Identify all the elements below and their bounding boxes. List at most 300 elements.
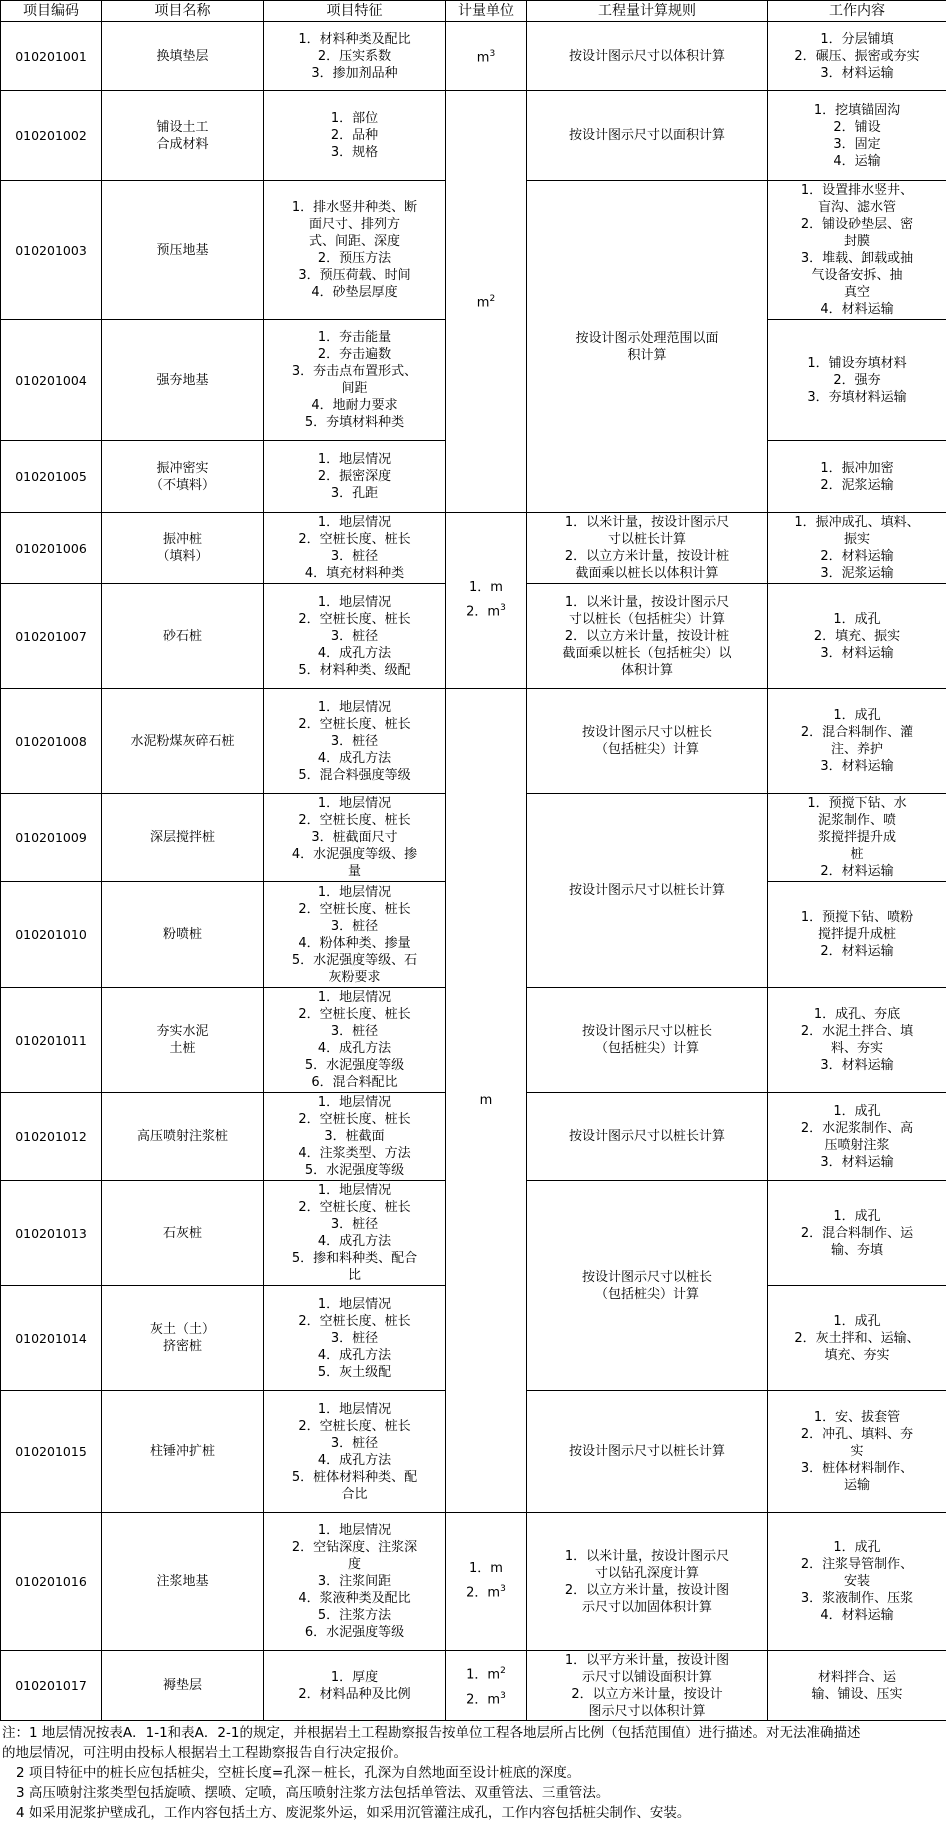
- cell-line: 示尺寸以铺设面积计算: [581, 1669, 712, 1685]
- cell-line: 6．混合料配比: [311, 1075, 398, 1090]
- cell-line: 按设计图示尺寸以桩长: [581, 1269, 712, 1285]
- cell-line: 积计算: [627, 347, 667, 363]
- item-name: [102, 1513, 264, 1651]
- cell-line: 2．压实系数: [317, 48, 392, 64]
- cell-line: 3．材料运输: [820, 1058, 894, 1073]
- item-name: [102, 1651, 264, 1721]
- cell-line: （包括桩尖）计算: [594, 742, 699, 757]
- cell-line: 3．桩径: [330, 1217, 379, 1232]
- cell-line: 高压喷射注浆桩: [136, 1129, 228, 1144]
- note-line: 注：1 地层情况按表A．1-1和表A．2-1的规定，并根据岩土工程勘察报告按单位工程各地层所占比例（包括范围值）进行描述。对无法准确描述: [2, 1725, 861, 1741]
- cell-line: 浆搅拌提升成: [817, 830, 896, 845]
- cell-line: 2．空桩长度、桩长: [298, 1200, 411, 1215]
- item-features: [264, 794, 446, 882]
- cell-line: 3．材料运输: [820, 645, 894, 661]
- header-unit: 计量单位: [446, 1, 527, 22]
- note-line: 的地层情况，可注明由投标人根据岩土工程勘察报告自行决定报价。: [2, 1745, 407, 1761]
- item-code: 010201016: [1, 1513, 102, 1651]
- cell-line: 桩: [850, 847, 864, 862]
- cell-line: （填料）: [156, 549, 209, 564]
- cell-line: 1．以平方米计量，按设计图: [564, 1652, 730, 1668]
- cell-line: 按设计图示尺寸以桩长: [581, 725, 712, 740]
- note-line: 4 如采用泥浆护壁成孔，工作内容包括土方、废泥浆外运，如采用沉管灌注成孔，工作内容包括桩尖制作、安装。: [16, 1805, 691, 1821]
- cell-line: 寸以钻孔深度计算: [594, 1565, 699, 1581]
- work-content: [768, 584, 946, 689]
- cell-line: 1．成孔: [833, 1103, 881, 1119]
- cell-line: 2．水泥浆制作、高: [800, 1120, 914, 1136]
- calc-rule: [527, 1181, 768, 1391]
- cell-line: 4．粉体种类、掺量: [298, 935, 411, 951]
- cell-line: 3．桩截面: [324, 1129, 385, 1144]
- cell-line: 2．以立方米计量，按设计桩: [564, 549, 730, 564]
- cell-line: 4．成孔方法: [317, 1347, 392, 1363]
- cell-line: 3．桩径: [330, 733, 379, 749]
- cell-line: （包括桩尖）计算: [594, 1041, 699, 1056]
- item-code: 010201008: [1, 689, 102, 794]
- cell-line: 1．振冲加密: [820, 460, 894, 476]
- cell-line: 3．规格: [330, 145, 379, 160]
- item-features: [264, 1391, 446, 1513]
- item-features: [264, 91, 446, 181]
- cell-line: 3．夯击点布置形式、: [291, 364, 418, 379]
- cell-line: 2．铺设: [833, 119, 881, 135]
- unit-line: 2．$m^3$: [466, 603, 506, 620]
- item-code: 010201006: [1, 513, 102, 584]
- cell-line: 5．桩体材料种类、配: [291, 1469, 418, 1485]
- unit-line: 1．m: [469, 1561, 503, 1577]
- cell-line: 1．分层铺填: [820, 31, 894, 47]
- cell-line: 水泥粉煤灰碎石桩: [130, 733, 235, 749]
- cell-line: 1．成孔: [833, 1540, 881, 1555]
- cell-line: 2．泥浆运输: [820, 477, 894, 493]
- item-features: [264, 513, 446, 584]
- cell-line: 1．挖填锚固沟: [813, 102, 901, 118]
- item-features: [264, 584, 446, 689]
- header-row: [1, 1, 946, 22]
- cell-line: 1．铺设夯填材料: [807, 355, 907, 371]
- cell-line: 按设计图示尺寸以桩长计算: [568, 1129, 725, 1144]
- item-features: [264, 441, 446, 513]
- item-name: [102, 1093, 264, 1181]
- cell-line: 2．夯击遍数: [317, 347, 392, 362]
- cell-line: 按设计图示尺寸以面积计算: [568, 128, 725, 143]
- item-code: 010201009: [1, 794, 102, 882]
- cell-line: 灰粉要求: [328, 969, 381, 985]
- cell-line: 2．碾压、振密或夯实: [794, 48, 920, 64]
- cell-line: 2．空桩长度、桩长: [298, 532, 411, 547]
- cell-line: 面尺寸、排列方: [308, 217, 400, 232]
- item-code: 010201004: [1, 320, 102, 441]
- item-code: 010201003: [1, 181, 102, 320]
- cell-line: 挤密桩: [162, 1339, 202, 1354]
- cell-line: 寸以桩长（包括桩尖）计算: [568, 611, 725, 627]
- cell-line: 2．注浆导管制作、: [800, 1557, 914, 1572]
- item-code: 010201013: [1, 1181, 102, 1286]
- cell-line: 3．预压荷载、时间: [298, 268, 411, 283]
- cell-line: 3．孔距: [330, 486, 379, 501]
- cell-line: 比: [347, 1268, 361, 1283]
- work-content: [768, 1651, 946, 1721]
- item-code: 010201002: [1, 91, 102, 181]
- item-code: 010201015: [1, 1391, 102, 1513]
- unit-line: 1．$m^2$: [466, 1666, 506, 1683]
- unit-cell: [446, 91, 527, 513]
- cell-line: 截面乘以桩长以体积计算: [575, 566, 719, 581]
- item-name: [102, 22, 264, 91]
- cell-line: 2．以立方米计量，按设计: [571, 1686, 723, 1702]
- cell-line: 石灰桩: [162, 1225, 202, 1241]
- unit-cell: [446, 689, 527, 1513]
- cell-line: 3．桩径: [330, 549, 379, 564]
- header-rule: 工程量计算规则: [527, 1, 768, 22]
- table-row: [1, 513, 946, 584]
- cell-line: 按设计图示尺寸以桩长: [581, 1024, 712, 1039]
- item-code: 010201017: [1, 1651, 102, 1721]
- cell-line: 截面乘以桩长（包括桩尖）以: [562, 645, 732, 661]
- cell-line: 1．以米计量，按设计图示尺: [564, 1548, 730, 1564]
- cell-line: 1．安、拔套管: [813, 1410, 901, 1425]
- cell-line: 1．地层情况: [317, 990, 392, 1005]
- item-code: 010201007: [1, 584, 102, 689]
- cell-line: 3．夯填材料运输: [807, 389, 907, 405]
- cell-line: 3．桩径: [330, 1435, 379, 1451]
- cell-line: （包括桩尖）计算: [594, 1286, 699, 1302]
- cell-line: 2．空桩长度、桩长: [298, 1313, 411, 1329]
- cell-line: 预压地基: [156, 242, 209, 258]
- item-name: [102, 794, 264, 882]
- work-content: [768, 794, 946, 882]
- cell-line: 2．材料运输: [820, 549, 894, 564]
- cell-line: 2．空桩长度、桩长: [298, 901, 411, 917]
- cell-line: 封膜: [843, 234, 870, 249]
- cell-line: 2．水泥土拌合、填: [800, 1024, 914, 1039]
- cell-line: 按设计图示尺寸以体积计算: [568, 48, 725, 64]
- cell-line: 填充、夯实: [824, 1347, 890, 1363]
- cell-line: 振实: [843, 532, 870, 547]
- cell-line: 合成材料: [156, 136, 209, 152]
- item-features: [264, 988, 446, 1093]
- note-line: 2 项目特征中的桩长应包括桩尖，空桩长度=孔深－桩长，孔深为自然地面至设计桩底的深度。: [16, 1765, 581, 1781]
- work-content: [768, 320, 946, 441]
- cell-line: 5．注浆方法: [317, 1608, 392, 1623]
- cell-line: 1．地层情况: [317, 796, 392, 811]
- item-code: 010201012: [1, 1093, 102, 1181]
- cell-line: 4．成孔方法: [317, 750, 392, 766]
- work-content: [768, 689, 946, 794]
- cell-line: 夯实水泥: [156, 1024, 209, 1039]
- item-name: [102, 1391, 264, 1513]
- item-name: [102, 988, 264, 1093]
- calc-rule: [527, 584, 768, 689]
- item-features: [264, 1513, 446, 1651]
- cell-line: 土桩: [169, 1041, 196, 1056]
- cell-line: 4．运输: [833, 153, 881, 169]
- unit-cell: [446, 1513, 527, 1651]
- cell-line: 1．排水竖井种类、断: [291, 200, 418, 215]
- cell-line: 粉喷桩: [162, 927, 202, 942]
- cell-line: 3．材料运输: [820, 1154, 894, 1170]
- cell-line: 2．灰土拌和、运输、: [794, 1330, 920, 1346]
- item-name: [102, 181, 264, 320]
- cell-line: 2．材料品种及比例: [298, 1686, 411, 1702]
- cell-line: 5．水泥强度等级、石: [291, 952, 418, 968]
- cell-line: 3．桩径: [330, 628, 379, 644]
- item-name: [102, 320, 264, 441]
- unit-line: $m^2$: [476, 294, 496, 311]
- header-name: 项目名称: [102, 1, 264, 22]
- calc-rule: [527, 1513, 768, 1651]
- table-row: [1, 1513, 946, 1651]
- cell-line: 2．填充、振实: [813, 628, 901, 644]
- calc-rule: [527, 1651, 768, 1721]
- cell-line: 按设计图示处理范围以面: [575, 330, 719, 346]
- work-content: [768, 1513, 946, 1651]
- item-code: 010201010: [1, 882, 102, 988]
- work-content: [768, 441, 946, 513]
- item-name: [102, 513, 264, 584]
- cell-line: 注、养护: [830, 742, 883, 757]
- cell-line: 1．材料种类及配比: [298, 31, 411, 47]
- cell-line: 5．掺和料种类、配合: [291, 1251, 418, 1266]
- work-content: [768, 1286, 946, 1391]
- cell-line: 4．成孔方法: [317, 1234, 392, 1249]
- work-content: [768, 22, 946, 91]
- cell-line: 3．固定: [833, 136, 881, 152]
- cell-line: 1．夯击能量: [317, 330, 392, 345]
- cell-line: 2．振密深度: [317, 469, 392, 484]
- work-content: [768, 181, 946, 320]
- item-features: [264, 689, 446, 794]
- cell-line: 2．以立方米计量，按设计桩: [564, 628, 730, 644]
- cell-line: 示尺寸以加固体积计算: [581, 1599, 712, 1615]
- cell-line: 1．厚度: [330, 1669, 379, 1685]
- cell-line: 1．地层情况: [317, 1401, 392, 1417]
- unit-line: 2．$m^3$: [466, 1584, 506, 1601]
- item-code: 010201005: [1, 441, 102, 513]
- cell-line: 4．成孔方法: [317, 645, 392, 661]
- cell-line: 3．堆载、卸载或抽: [800, 251, 914, 266]
- calc-rule: [527, 181, 768, 513]
- cell-line: 1．地层情况: [317, 515, 392, 530]
- cell-line: 1．地层情况: [317, 1095, 392, 1110]
- item-features: [264, 1286, 446, 1391]
- cell-line: 1．预搅下钻、水: [807, 796, 907, 811]
- calc-rule: [527, 988, 768, 1093]
- cell-line: （不填料）: [149, 477, 215, 493]
- cell-line: 1．预搅下钻、喷粉: [800, 910, 914, 925]
- cell-line: 砂石桩: [162, 628, 202, 644]
- cell-line: 3．材料运输: [820, 759, 894, 774]
- cell-line: 振冲密实: [156, 460, 209, 476]
- cell-line: 2．空桩长度、桩长: [298, 611, 411, 627]
- item-code: 010201001: [1, 22, 102, 91]
- cell-line: 3．桩体材料制作、: [800, 1461, 914, 1476]
- table-notes: [0, 1721, 946, 1823]
- cell-line: 材料拌合、运: [817, 1669, 896, 1685]
- cell-line: 真空: [843, 285, 870, 300]
- unit-line: m: [479, 1092, 493, 1108]
- cell-line: 振冲桩: [162, 532, 202, 547]
- unit-cell: [446, 513, 527, 689]
- work-content: [768, 1093, 946, 1181]
- cell-line: 1．以米计量，按设计图示尺: [564, 515, 730, 530]
- cell-line: 1．成孔: [833, 1208, 881, 1224]
- item-code: 010201014: [1, 1286, 102, 1391]
- work-content: [768, 988, 946, 1093]
- cell-line: 2．空钻深度、注浆深: [291, 1540, 418, 1555]
- cell-line: 1．以米计量，按设计图示尺: [564, 594, 730, 610]
- cell-line: 2．空桩长度、桩长: [298, 813, 411, 828]
- cell-line: 式、间距、深度: [308, 234, 400, 249]
- table-row: [1, 1651, 946, 1721]
- calc-rule: [527, 1093, 768, 1181]
- cell-line: 压喷射注浆: [824, 1137, 890, 1153]
- cell-line: 合比: [341, 1486, 368, 1502]
- cell-line: 3．桩截面尺寸: [311, 830, 398, 845]
- cell-line: 注浆地基: [156, 1574, 209, 1589]
- cell-line: 4．注浆类型、方法: [298, 1146, 411, 1161]
- cell-line: 2．混合料制作、灌: [800, 725, 914, 740]
- cell-line: 度: [347, 1557, 361, 1572]
- cell-line: 柱锤冲扩桩: [149, 1444, 215, 1459]
- cell-line: 1．地层情况: [317, 699, 392, 715]
- table-row: [1, 689, 946, 794]
- item-name: [102, 1286, 264, 1391]
- cell-line: 1．部位: [330, 111, 379, 126]
- cell-line: 4．浆液种类及配比: [298, 1591, 411, 1606]
- unit-cell: [446, 22, 527, 91]
- cell-line: 2．空桩长度、桩长: [298, 1007, 411, 1022]
- cell-line: 3．桩径: [330, 918, 379, 934]
- cell-line: 2．空桩长度、桩长: [298, 1112, 411, 1127]
- cell-line: 灰土（土）: [149, 1322, 215, 1337]
- item-features: [264, 1093, 446, 1181]
- cell-line: 2．强夯: [833, 372, 881, 388]
- unit-cell: [446, 1651, 527, 1721]
- item-name: [102, 91, 264, 181]
- cell-line: 2．铺设砂垫层、密: [800, 217, 914, 232]
- calc-rule: [527, 1391, 768, 1513]
- cell-line: 1．地层情况: [317, 1183, 392, 1198]
- item-code: 010201011: [1, 988, 102, 1093]
- cell-line: 1．成孔: [833, 611, 881, 627]
- item-name: [102, 584, 264, 689]
- work-content: [768, 1391, 946, 1513]
- unit-line: 2．$m^3$: [466, 1690, 506, 1707]
- cell-line: 1．成孔: [833, 708, 881, 723]
- cell-line: 2．混合料制作、运: [800, 1225, 914, 1241]
- unit-line: 1．m: [469, 580, 503, 596]
- cell-line: 3．掺加剂品种: [311, 65, 398, 81]
- cell-line: 6．水泥强度等级: [304, 1625, 405, 1640]
- work-content: [768, 1181, 946, 1286]
- item-features: [264, 22, 446, 91]
- cell-line: 5．材料种类、级配: [298, 662, 411, 678]
- cell-line: 5．水泥强度等级: [304, 1058, 405, 1073]
- work-content: [768, 91, 946, 181]
- note-line: 3 高压喷射注浆类型包括旋喷、摆喷、定喷，高压喷射注浆方法包括单管法、双重管法、三重管法。: [16, 1785, 610, 1801]
- table-row: [1, 22, 946, 91]
- cell-line: 气设备安拆、抽: [811, 268, 903, 283]
- cell-line: 3．材料运输: [820, 65, 894, 81]
- cell-line: 输、夯填: [830, 1242, 883, 1258]
- cell-line: 输、铺设、压实: [811, 1686, 903, 1702]
- cell-line: 1．成孔、夯底: [813, 1007, 901, 1022]
- cell-line: 盲沟、滤水管: [817, 200, 896, 215]
- cell-line: 按设计图示尺寸以桩长计算: [568, 883, 725, 898]
- work-content: [768, 513, 946, 584]
- item-name: [102, 882, 264, 988]
- item-features: [264, 320, 446, 441]
- work-content: [768, 882, 946, 988]
- cell-line: 安装: [843, 1574, 870, 1589]
- cell-line: 2．材料运输: [820, 944, 894, 959]
- cell-line: 5．水泥强度等级: [304, 1163, 405, 1178]
- cell-line: 寸以桩长计算: [607, 532, 686, 547]
- cell-line: 3．注浆间距: [317, 1574, 392, 1589]
- cell-line: 4．成孔方法: [317, 1041, 392, 1056]
- cell-line: 间距: [341, 381, 368, 396]
- cell-line: 1．设置排水竖井、: [800, 183, 914, 198]
- calc-rule: [527, 794, 768, 988]
- cell-line: 按设计图示尺寸以桩长计算: [568, 1444, 725, 1459]
- cell-line: 2．预压方法: [317, 251, 392, 266]
- cell-line: 图示尺寸以体积计算: [588, 1703, 706, 1719]
- cell-line: 2．空桩长度、桩长: [298, 1418, 411, 1434]
- cell-line: 1．地层情况: [317, 594, 392, 610]
- item-features: [264, 1181, 446, 1286]
- cell-line: 5．灰土级配: [317, 1364, 392, 1380]
- item-name: [102, 689, 264, 794]
- cell-line: 3．桩径: [330, 1024, 379, 1039]
- item-features: [264, 181, 446, 320]
- cell-line: 4．材料运输: [820, 1608, 894, 1623]
- cell-line: 强夯地基: [156, 372, 209, 388]
- cell-line: 量: [347, 864, 361, 879]
- cell-line: 2．品种: [330, 128, 379, 143]
- cell-line: 体积计算: [620, 662, 673, 678]
- calc-rule: [527, 91, 768, 181]
- cell-line: 2．以立方米计量，按设计图: [564, 1582, 730, 1598]
- cell-line: 换填垫层: [156, 48, 209, 64]
- cell-line: 2．空桩长度、桩长: [298, 716, 411, 732]
- item-features: [264, 1651, 446, 1721]
- cell-line: 实: [850, 1444, 864, 1459]
- cell-line: 1．振冲成孔、填料、: [794, 515, 920, 530]
- unit-line: $m^3$: [476, 48, 496, 66]
- cell-line: 3．浆液制作、压浆: [800, 1591, 914, 1606]
- calc-rule: [527, 513, 768, 584]
- cell-line: 4．水泥强度等级、掺: [291, 847, 418, 862]
- header-work: 工作内容: [768, 1, 946, 22]
- cell-line: 3．泥浆运输: [820, 566, 894, 581]
- calc-rule: [527, 22, 768, 91]
- header-code: 项目编码: [1, 1, 102, 22]
- cell-line: 4．地耐力要求: [311, 398, 398, 413]
- cell-line: 褥垫层: [162, 1678, 202, 1693]
- header-features: 项目特征: [264, 1, 446, 22]
- cell-line: 1．地层情况: [317, 884, 392, 900]
- cell-line: 1．地层情况: [317, 1296, 392, 1312]
- table-row: [1, 91, 946, 181]
- cell-line: 深层搅拌桩: [149, 830, 215, 845]
- item-features: [264, 882, 446, 988]
- cell-line: 1．地层情况: [317, 452, 392, 467]
- cell-line: 4．材料运输: [820, 302, 894, 317]
- cell-line: 料、夯实: [830, 1041, 883, 1056]
- cell-line: 2．冲孔、填料、夯: [800, 1427, 914, 1442]
- cell-line: 2．材料运输: [820, 864, 894, 879]
